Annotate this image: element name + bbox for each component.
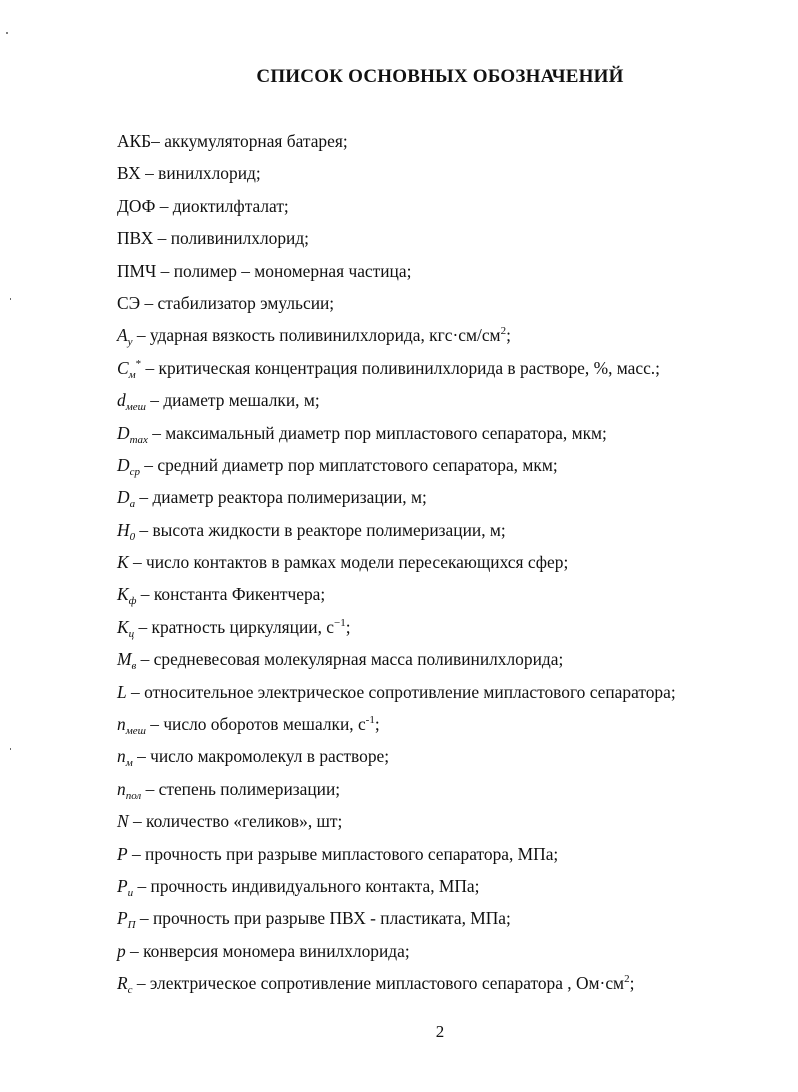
notation-entry [117,160,757,192]
notation-symbol: p [117,940,126,961]
notation-subscript: ф [128,595,137,608]
notation-entry [117,581,757,613]
notation-symbol: n [117,714,126,735]
notation-definition: – стабилизатор эмульсии; [140,292,335,313]
notation-symbol: ПВХ [117,228,154,249]
notation-symbol: ПМЧ [117,260,157,281]
notation-subscript: 0 [129,530,136,543]
notation-definition: – аккумуляторная батарея; [151,131,348,151]
definition-tail: ; [374,714,380,735]
notation-subscript: и [127,886,134,899]
notation-symbol: d [117,390,126,411]
notation-subscript: в [131,660,137,673]
notation-definition: – критическая концентрация поливинилхлорида в растворе, %, масс.; [141,357,660,378]
notation-symbol: K [117,584,129,605]
notation-symbol: D [117,487,130,508]
notation-definition: – константа Фикентчера; [136,584,326,605]
notation-entry [117,970,757,1002]
notation-definition: – средний диаметр пор миплатстового сепаратора, мкм; [139,454,558,475]
notation-definition: – прочность при разрыве мипластового сепаратора, МПа; [127,843,559,864]
notation-subscript: ц [128,627,135,640]
notation-entry [117,452,757,484]
scan-speck [10,748,11,750]
notation-symbol: H [117,519,130,540]
notation-entry [117,420,757,452]
notation-definition: – количество «геликов», шт; [128,811,343,832]
notation-entry [117,743,757,775]
notation-symbol: K [117,616,129,637]
notation-entry [117,549,757,581]
notation-symbol: P [117,908,128,929]
notation-symbol: P [117,875,128,896]
notation-symbol: N [117,811,129,832]
notation-symbol: ВХ [117,163,141,184]
page-title: СПИСОК ОСНОВНЫХ ОБОЗНАЧЕНИЙ [256,66,624,87]
notation-entry [117,484,757,516]
notation-definition: – конверсия мономера винилхлорида; [125,940,410,961]
notation-entry [117,841,757,873]
notation-definition: – ударная вязкость поливинилхлорида, кгс·см/см [132,325,501,346]
notation-entry [117,679,757,711]
notation-definition: – степень полимеризации; [141,778,341,799]
notation-symbol: R [117,973,128,994]
notation-entry [117,387,757,419]
notation-symbol: C [117,357,129,378]
notation-symbol: D [117,422,130,443]
notation-subscript: ср [129,465,140,478]
notation-entry [117,938,757,970]
notation-symbol: АКБ [117,131,152,151]
notation-definition: – число макромолекул в растворе; [132,746,390,767]
notation-subscript: пол [125,789,142,802]
definition-tail: ; [629,973,635,994]
notation-entry [117,711,757,743]
notation-list [117,128,757,1003]
notation-definition: – высота жидкости в реакторе полимеризации, м; [135,519,506,540]
scan-speck [6,32,8,34]
notation-entry [117,873,757,905]
notation-definition: – относительное электрическое сопротивление мипластового сепаратора; [126,681,676,702]
notation-entry [117,225,757,257]
unit-exponent: −1 [334,616,346,629]
notation-entry [117,808,757,840]
notation-entry [117,646,757,678]
notation-definition: – прочность при разрыве ПВХ - пластиката, МПа; [135,908,511,929]
notation-subscript: м [128,368,136,381]
notation-definition: – электрическое сопротивление мипластового сепаратора , Ом·см [132,973,625,994]
notation-symbol: D [117,454,130,475]
notation-entry [117,258,757,290]
notation-definition: – число оборотов мешалки, с [145,714,366,735]
unit-exponent: 2 [500,325,507,338]
notation-symbol: n [117,778,126,799]
notation-symbol: L [117,681,127,702]
notation-symbol: A [117,325,128,346]
notation-superscript: * [135,357,142,370]
notation-definition: – прочность индивидуального контакта, МПа; [133,875,480,896]
notation-definition: – диаметр реактора полимеризации, м; [135,487,427,508]
unit-exponent: 2 [624,973,630,986]
definition-tail: ; [506,325,511,346]
notation-subscript: П [127,919,136,932]
notation-definition: – диоктилфталат; [155,195,289,216]
notation-entry [117,290,757,322]
notation-symbol: M [117,649,132,670]
notation-symbol: K [117,552,129,573]
notation-symbol: ДОФ [117,195,156,216]
notation-definition: – поливинилхлорид; [153,228,310,249]
notation-definition: – винилхлорид; [140,163,261,184]
notation-symbol: n [117,746,126,767]
notation-entry [117,614,757,646]
notation-definition: – максимальный диаметр пор мипластового сепаратора, мкм; [147,422,607,443]
notation-entry [117,905,757,937]
notation-entry [117,776,757,808]
notation-symbol: P [117,843,128,864]
notation-subscript: c [127,984,133,997]
notation-subscript: меш [125,725,146,738]
notation-definition: – кратность циркуляции, с [134,616,334,637]
scan-speck [10,298,11,300]
notation-subscript: меш [125,401,146,414]
notation-subscript: м [125,757,133,770]
notation-definition: – число контактов в рамках модели пересекающихся сфер; [128,552,569,573]
notation-subscript: a [129,498,136,511]
notation-subscript: max [129,433,148,446]
notation-entry [117,517,757,549]
notation-symbol: СЭ [117,292,141,313]
unit-exponent: -1 [365,714,375,727]
notation-definition: – средневесовая молекулярная масса поливинилхлорида; [136,649,564,670]
notation-entry [117,128,757,160]
notation-entry [117,193,757,225]
notation-entry [117,322,757,354]
notation-definition: – полимер – мономерная частица; [156,260,412,281]
notation-subscript: y [127,336,133,349]
definition-tail: ; [345,616,351,637]
page-number: 2 [435,1022,445,1041]
notation-entry [117,355,757,387]
notation-definition: – диаметр мешалки, м; [145,390,320,411]
